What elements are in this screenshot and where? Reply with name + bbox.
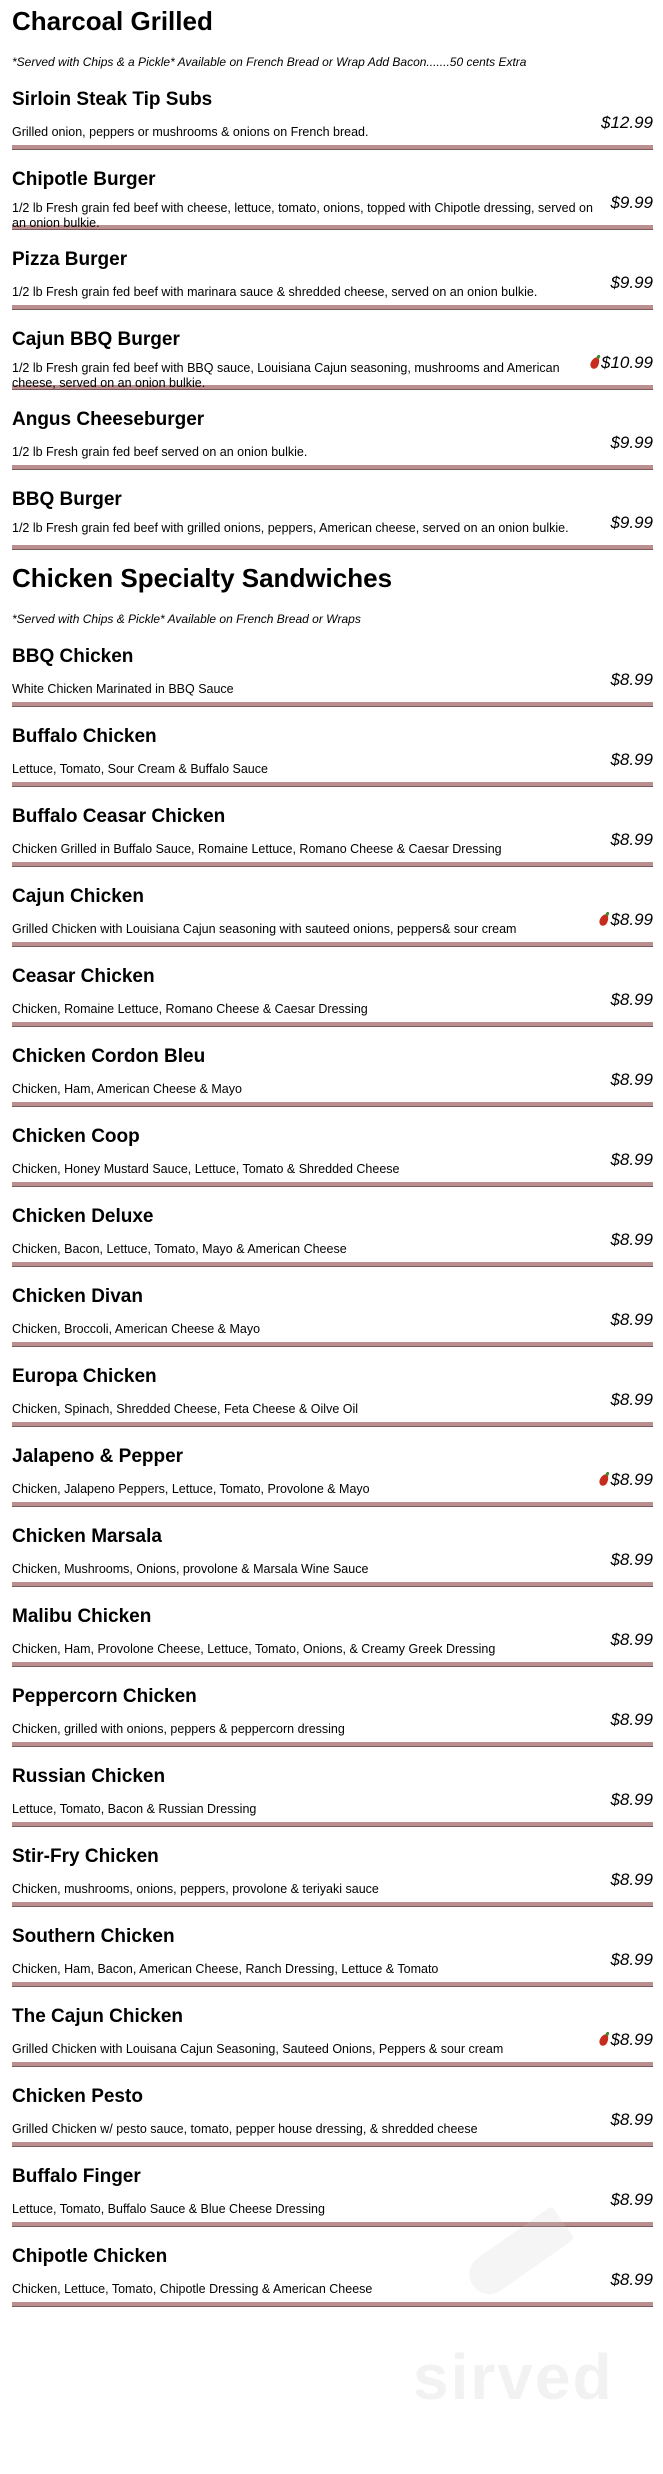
- menu-item: [12, 2066, 653, 2146]
- item-description: 1/2 lb Fresh grain fed beef served on an onion bulkie.: [12, 445, 308, 459]
- menu-item: [12, 706, 653, 786]
- item-description: 1/2 lb Fresh grain fed beef with marinara sauce & shredded cheese, served on an onion bulkie.: [12, 285, 538, 299]
- chili-pepper-icon: [598, 1473, 610, 1487]
- menu-item: [12, 626, 653, 706]
- section-title: Chicken Specialty Sandwiches: [12, 563, 393, 593]
- item-name: Stir-Fry Chicken: [12, 1846, 159, 1867]
- item-price: [610, 1630, 653, 1650]
- price-value: $8.99: [610, 2030, 653, 2049]
- item-description: Chicken, Honey Mustard Sauce, Lettuce, Tomato & Shredded Cheese: [12, 1162, 400, 1176]
- price-value: $8.99: [610, 670, 653, 689]
- menu-list: [12, 626, 653, 2306]
- item-name: Chipotle Burger: [12, 169, 156, 190]
- menu-item: [12, 866, 653, 946]
- section-note: *Served with Chips & Pickle* Available on French Bread or Wraps: [12, 612, 361, 626]
- price-value: $9.99: [610, 433, 653, 452]
- menu-item: [12, 69, 653, 149]
- item-description: White Chicken Marinated in BBQ Sauce: [12, 682, 234, 696]
- price-value: $8.99: [610, 2190, 653, 2209]
- price-value: $8.99: [610, 1950, 653, 1969]
- menu-item: [12, 469, 653, 549]
- item-description: Chicken, Spinach, Shredded Cheese, Feta Cheese & Oilve Oil: [12, 1402, 359, 1416]
- item-price: [610, 1950, 653, 1970]
- price-value: $10.99: [601, 353, 653, 372]
- price-value: $12.99: [601, 113, 653, 132]
- menu-item: [12, 389, 653, 469]
- item-description: Chicken Grilled in Buffalo Sauce, Romaine Lettuce, Romano Cheese & Caesar Dressing: [12, 842, 502, 856]
- item-price: [610, 990, 653, 1010]
- menu-item: [12, 309, 653, 389]
- item-price: [610, 750, 653, 770]
- item-name: Buffalo Ceasar Chicken: [12, 806, 226, 827]
- item-description: Grilled Chicken with Louisana Cajun Seasoning, Sauteed Onions, Peppers & sour cream: [12, 2042, 504, 2056]
- price-value: $9.99: [610, 513, 653, 532]
- item-price: [610, 2110, 653, 2130]
- menu-item: [12, 2146, 653, 2226]
- item-name: Angus Cheeseburger: [12, 409, 205, 430]
- item-price: [610, 2270, 653, 2290]
- item-price: [610, 1550, 653, 1570]
- item-price: [610, 1390, 653, 1410]
- item-name: The Cajun Chicken: [12, 2006, 184, 2027]
- section-title: Charcoal Grilled: [12, 6, 213, 36]
- item-name: Cajun BBQ Burger: [12, 329, 180, 350]
- price-value: $8.99: [610, 1550, 653, 1569]
- item-description: Chicken, Lettuce, Tomato, Chipotle Dressing & American Cheese: [12, 2282, 373, 2296]
- price-value: $8.99: [610, 990, 653, 1009]
- menu-item: [12, 1106, 653, 1186]
- price-value: $8.99: [610, 1390, 653, 1409]
- menu-item: [12, 1266, 653, 1346]
- menu-item: [12, 229, 653, 309]
- item-description: Chicken, grilled with onions, peppers & peppercorn dressing: [12, 1722, 345, 1736]
- item-description: Chicken, Ham, Bacon, American Cheese, Ranch Dressing, Lettuce & Tomato: [12, 1962, 439, 1976]
- item-price: [610, 433, 653, 453]
- item-name: Buffalo Finger: [12, 2166, 141, 2187]
- price-value: $8.99: [610, 1710, 653, 1729]
- item-description: Lettuce, Tomato, Sour Cream & Buffalo Sauce: [12, 762, 268, 776]
- item-price: [610, 193, 653, 213]
- item-price: [610, 1070, 653, 1090]
- chili-pepper-icon: [598, 2033, 610, 2047]
- item-name: Ceasar Chicken: [12, 966, 155, 987]
- item-description: Chicken, Jalapeno Peppers, Lettuce, Tomato, Provolone & Mayo: [12, 1482, 370, 1496]
- item-price: [610, 1150, 653, 1170]
- menu-item: [12, 1426, 653, 1506]
- chili-pepper-icon: [598, 913, 610, 927]
- item-price: [610, 273, 653, 293]
- item-price: [600, 1470, 653, 1490]
- item-name: Chicken Marsala: [12, 1526, 162, 1547]
- menu-item: [12, 1666, 653, 1746]
- item-name: Pizza Burger: [12, 249, 128, 270]
- menu-item: [12, 946, 653, 1026]
- item-price: [610, 670, 653, 690]
- item-price: [600, 2030, 653, 2050]
- price-value: $8.99: [610, 2110, 653, 2129]
- menu-item: [12, 1026, 653, 1106]
- item-name: Cajun Chicken: [12, 886, 144, 907]
- menu-item: [12, 1826, 653, 1906]
- item-description: Chicken, Ham, American Cheese & Mayo: [12, 1082, 242, 1096]
- item-description: Chicken, Mushrooms, Onions, provolone & Marsala Wine Sauce: [12, 1562, 369, 1576]
- menu-list: [12, 69, 653, 549]
- item-description: 1/2 lb Fresh grain fed beef with grilled onions, peppers, American cheese, served on an onion bulkie.: [12, 521, 569, 535]
- item-description: Chicken, Broccoli, American Cheese & Mayo: [12, 1322, 261, 1336]
- item-name: Chicken Coop: [12, 1126, 140, 1147]
- price-value: $8.99: [610, 1230, 653, 1249]
- price-value: $8.99: [610, 1630, 653, 1649]
- item-name: Chicken Pesto: [12, 2086, 143, 2107]
- item-price: [610, 830, 653, 850]
- item-price: [610, 1870, 653, 1890]
- item-description: Grilled Chicken w/ pesto sauce, tomato, pepper house dressing, & shredded cheese: [12, 2122, 478, 2136]
- item-description: Chicken, Bacon, Lettuce, Tomato, Mayo & American Cheese: [12, 1242, 347, 1256]
- price-value: $8.99: [610, 1150, 653, 1169]
- section-note: *Served with Chips & a Pickle* Available on French Bread or Wrap Add Bacon.......50 cents Extra: [12, 55, 527, 69]
- menu-item: [12, 1186, 653, 1266]
- price-value: $8.99: [610, 1870, 653, 1889]
- item-description: Chicken, mushrooms, onions, peppers, provolone & teriyaki sauce: [12, 1882, 379, 1896]
- menu-item: [12, 1586, 653, 1666]
- menu-item: [12, 1346, 653, 1426]
- item-description: Chicken, Ham, Provolone Cheese, Lettuce, Tomato, Onions, & Creamy Greek Dressing: [12, 1642, 496, 1656]
- item-price: [600, 910, 653, 930]
- menu-item: [12, 1746, 653, 1826]
- menu-item: [12, 1986, 653, 2066]
- item-description: 1/2 lb Fresh grain fed beef with BBQ sauce, Louisiana Cajun seasoning, mushrooms and American cheese, served on an onion bulkie.: [12, 361, 560, 390]
- item-name: Chicken Divan: [12, 1286, 143, 1307]
- price-value: $8.99: [610, 750, 653, 769]
- item-name: Russian Chicken: [12, 1766, 166, 1787]
- menu-item: [12, 149, 653, 229]
- item-name: Malibu Chicken: [12, 1606, 152, 1627]
- item-price: [610, 1790, 653, 1810]
- item-name: Peppercorn Chicken: [12, 1686, 197, 1707]
- item-price: [601, 113, 653, 133]
- item-name: Chicken Deluxe: [12, 1206, 154, 1227]
- item-name: BBQ Chicken: [12, 646, 134, 667]
- item-name: Chicken Cordon Bleu: [12, 1046, 206, 1067]
- item-description: 1/2 lb Fresh grain fed beef with cheese, lettuce, tomato, onions, topped with Chipotle dressing, served on an onion bulkie.: [12, 201, 593, 230]
- price-value: $8.99: [610, 1790, 653, 1809]
- item-price: [610, 1310, 653, 1330]
- item-name: BBQ Burger: [12, 489, 122, 510]
- price-value: $9.99: [610, 273, 653, 292]
- menu-item: [12, 1906, 653, 1986]
- section-charcoal-grilled: [12, 0, 653, 549]
- price-value: $8.99: [610, 1310, 653, 1329]
- item-name: Europa Chicken: [12, 1366, 157, 1387]
- item-price: [610, 1710, 653, 1730]
- item-name: Sirloin Steak Tip Subs: [12, 89, 213, 110]
- item-name: Jalapeno & Pepper: [12, 1446, 184, 1467]
- price-value: $9.99: [610, 193, 653, 212]
- item-price: [591, 353, 653, 373]
- price-value: $8.99: [610, 2270, 653, 2289]
- watermark-text: sirved: [413, 2341, 614, 2413]
- item-name: Buffalo Chicken: [12, 726, 157, 747]
- menu-item: [12, 786, 653, 866]
- item-price: [610, 2190, 653, 2210]
- price-value: $8.99: [610, 830, 653, 849]
- item-price: [610, 513, 653, 533]
- price-value: $8.99: [610, 1470, 653, 1489]
- item-name: Chipotle Chicken: [12, 2246, 168, 2267]
- item-description: Chicken, Romaine Lettuce, Romano Cheese & Caesar Dressing: [12, 1002, 368, 1016]
- chili-pepper-icon: [589, 356, 601, 370]
- item-price: [610, 1230, 653, 1250]
- item-description: Lettuce, Tomato, Bacon & Russian Dressing: [12, 1802, 257, 1816]
- item-description: Lettuce, Tomato, Buffalo Sauce & Blue Cheese Dressing: [12, 2202, 325, 2216]
- menu-item: [12, 1506, 653, 1586]
- item-description: Grilled Chicken with Louisiana Cajun seasoning with sauteed onions, peppers& sour cream: [12, 922, 517, 936]
- price-value: $8.99: [610, 910, 653, 929]
- item-description: Grilled onion, peppers or mushrooms & onions on French bread.: [12, 125, 369, 139]
- price-value: $8.99: [610, 1070, 653, 1089]
- item-name: Southern Chicken: [12, 1926, 175, 1947]
- menu-item: [12, 2226, 653, 2306]
- section-chicken-specialty: [12, 549, 653, 2306]
